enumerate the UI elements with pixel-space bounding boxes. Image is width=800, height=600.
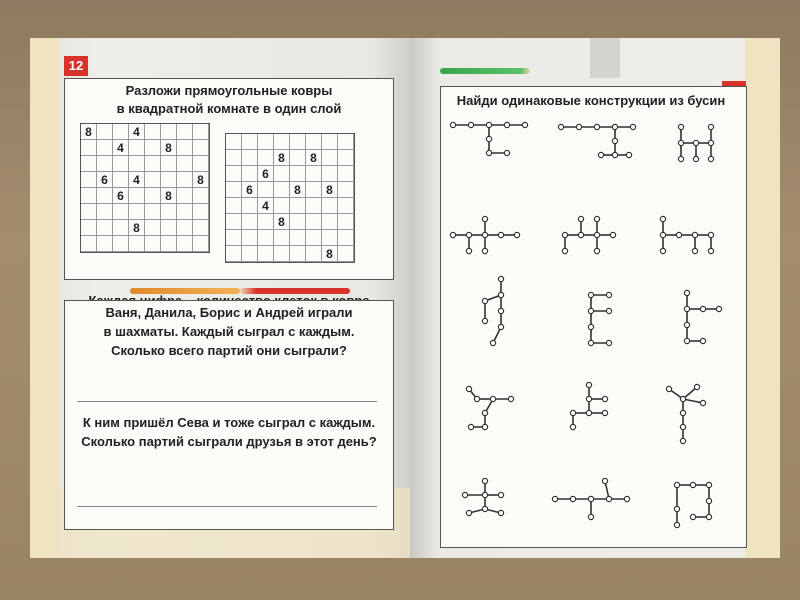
carpet-size-number[interactable]: 4 [113,140,129,156]
bead [514,232,519,237]
grid-cell[interactable] [242,214,258,230]
bead [552,496,557,501]
bead [606,496,611,501]
bead [716,306,721,311]
grid-cell[interactable] [161,124,177,140]
grid-cell[interactable] [338,182,354,198]
grid-cell[interactable] [338,134,354,150]
bead [482,248,487,253]
bead [693,140,698,145]
bead [588,292,593,297]
grid-cell[interactable] [97,188,113,204]
carpet-size-number[interactable]: 4 [258,198,274,214]
bead [468,424,473,429]
answer-line-1[interactable] [77,401,377,402]
bead [708,232,713,237]
grid-cell[interactable] [81,236,97,252]
bead [606,292,611,297]
grid-cell[interactable] [113,172,129,188]
carpet-size-number[interactable]: 6 [113,188,129,204]
grid-cell[interactable] [322,150,338,166]
bead [684,338,689,343]
grid-cell[interactable] [258,246,274,262]
grid-cell[interactable] [81,172,97,188]
grid-cell[interactable] [290,214,306,230]
grid-cell[interactable] [338,166,354,182]
bead [586,410,591,415]
grid-cell[interactable] [81,204,97,220]
grid-cell[interactable] [177,236,193,252]
bead [482,424,487,429]
bead [498,292,503,297]
bead [462,492,467,497]
carpet-size-number[interactable]: 8 [274,214,290,230]
grid-cell[interactable] [177,220,193,236]
grid-cell[interactable] [242,230,258,246]
bead [466,510,471,515]
bead [708,248,713,253]
grid-cell[interactable] [226,198,242,214]
bead [692,232,697,237]
grid-cell[interactable] [177,140,193,156]
bead [578,216,583,221]
bead [610,232,615,237]
bead [706,514,711,519]
grid-cell[interactable] [193,124,209,140]
carpet-size-number[interactable]: 8 [322,246,338,262]
grid-cell[interactable] [145,140,161,156]
bead [588,340,593,345]
bead [708,140,713,145]
carpet-size-number[interactable]: 8 [306,150,322,166]
grid-cell[interactable] [258,230,274,246]
grid-cell[interactable] [338,246,354,262]
bead [700,338,705,343]
grid-cell[interactable] [81,140,97,156]
grid-cell[interactable] [97,204,113,220]
carpet-task-title-2: в квадратной комнате в один слой [116,101,342,116]
grid-cell[interactable] [113,236,129,252]
bead [684,306,689,311]
grid-cell[interactable] [322,230,338,246]
bead [612,138,617,143]
grid-cell[interactable] [113,156,129,172]
bead [684,290,689,295]
bead [680,396,685,401]
grid-cell[interactable] [81,156,97,172]
grid-cell[interactable] [242,150,258,166]
grid-cell[interactable] [193,156,209,172]
grid-cell[interactable] [161,156,177,172]
grid-cell[interactable] [306,214,322,230]
bead [680,410,685,415]
grid-cell[interactable] [226,230,242,246]
bead [486,122,491,127]
bead [486,136,491,141]
grid-cell[interactable] [290,150,306,166]
bead [674,522,679,527]
grid-cell[interactable] [129,188,145,204]
bead [594,232,599,237]
bead [626,152,631,157]
grid-cell[interactable] [226,182,242,198]
grid-cell[interactable] [306,166,322,182]
carpet-size-number[interactable]: 8 [129,220,145,236]
grid-cell[interactable] [145,220,161,236]
carpet-size-number[interactable]: 8 [274,150,290,166]
bead [482,298,487,303]
grid-cell[interactable] [258,182,274,198]
bead [586,396,591,401]
grid-cell[interactable] [242,166,258,182]
grid-cell[interactable] [338,230,354,246]
chess-question-line-2: в шахматы. Каждый сыграл с каждым. [103,324,355,339]
chess-question-line-1: Ваня, Данила, Борис и Андрей играли [105,305,353,320]
grid-cell[interactable] [258,134,274,150]
bead [466,386,471,391]
bead [630,124,635,129]
bead [678,156,683,161]
right-margin-strip [745,38,780,558]
bead [612,124,617,129]
grid-cell[interactable] [322,214,338,230]
grid-cell[interactable] [322,166,338,182]
bead [466,248,471,253]
chess-followup-line-1: К ним пришёл Сева и тоже сыграл с каждым. [82,415,376,430]
bead [498,324,503,329]
bead [708,156,713,161]
grid-cell[interactable] [306,246,322,262]
bead [450,122,455,127]
bead [588,324,593,329]
grid-cell[interactable] [81,188,97,204]
grid-cell[interactable] [226,150,242,166]
bead [660,216,665,221]
chess-followup-line-2: Сколько партий сыграли друзья в этот день? [81,434,377,449]
bead [678,124,683,129]
carpet-size-number[interactable]: 8 [193,172,209,188]
bead [594,124,599,129]
bead [588,308,593,313]
grid-cell[interactable] [97,124,113,140]
bead [498,276,503,281]
grid-cell[interactable] [274,246,290,262]
carpet-grid-2 [225,133,355,263]
bead [700,306,705,311]
grid-cell[interactable] [177,156,193,172]
left-page [30,38,410,558]
bead [606,340,611,345]
grid-cell[interactable] [274,166,290,182]
bead [498,308,503,313]
carpet-size-number[interactable]: 4 [129,172,145,188]
grid-cell[interactable] [177,188,193,204]
carpet-size-number[interactable]: 8 [290,182,306,198]
bead [594,216,599,221]
right-page [410,38,780,558]
grid-cell[interactable] [306,134,322,150]
bead [684,322,689,327]
grid-cell[interactable] [258,214,274,230]
bead [678,140,683,145]
grid-cell[interactable] [322,198,338,214]
red-pencil-divider [240,288,350,294]
bead [602,410,607,415]
grid-cell[interactable] [161,220,177,236]
grid-cell[interactable] [193,204,209,220]
carpet-size-number[interactable]: 6 [242,182,258,198]
grid-cell[interactable] [306,182,322,198]
grid-cell[interactable] [226,166,242,182]
bead-task-title: Найди одинаковые конструкции из бусин [456,93,726,108]
grid-cell[interactable] [338,198,354,214]
grid-cell[interactable] [274,230,290,246]
grid-cell[interactable] [97,236,113,252]
grid-cell[interactable] [145,204,161,220]
grid-cell[interactable] [161,236,177,252]
bead [450,232,455,237]
grid-cell[interactable] [145,236,161,252]
bead [680,438,685,443]
bead [498,510,503,515]
grid-cell[interactable] [113,220,129,236]
bead [482,492,487,497]
grid-cell[interactable] [306,198,322,214]
grid-cell[interactable] [258,150,274,166]
grid-cell[interactable] [274,198,290,214]
grid-cell[interactable] [290,166,306,182]
bead [660,248,665,253]
bead [624,496,629,501]
bead [578,232,583,237]
bead [594,248,599,253]
grid-cell[interactable] [113,124,129,140]
grid-cell[interactable] [97,220,113,236]
grid-cell[interactable] [226,214,242,230]
bead [680,424,685,429]
grid-cell[interactable] [322,134,338,150]
grid-cell[interactable] [242,246,258,262]
grid-cell[interactable] [193,220,209,236]
carpet-size-number[interactable]: 8 [81,124,97,140]
bead [674,482,679,487]
bead [482,318,487,323]
bead [482,506,487,511]
bead [708,124,713,129]
bead [700,400,705,405]
chess-task-box [64,300,394,530]
carpet-task-title-1: Разложи прямоугольные ковры [125,83,333,98]
bead [690,514,695,519]
page-number-left: 12 [64,56,88,76]
grid-cell[interactable] [290,230,306,246]
bead [602,478,607,483]
bead [498,492,503,497]
bead [482,232,487,237]
bead [612,152,617,157]
orange-pencil-divider [130,288,240,294]
carpet-size-number[interactable]: 6 [97,172,113,188]
bead [660,232,665,237]
grid-cell[interactable] [290,198,306,214]
bead [474,396,479,401]
grid-cell[interactable] [129,236,145,252]
carpet-size-number[interactable]: 8 [161,140,177,156]
grid-cell[interactable] [145,172,161,188]
carpet-size-number[interactable]: 6 [258,166,274,182]
bead [602,396,607,401]
grid-cell[interactable] [274,134,290,150]
left-margin-strip [30,38,60,558]
bead [693,156,698,161]
grid-cell[interactable] [177,172,193,188]
bead [598,152,603,157]
grid-cell[interactable] [193,236,209,252]
grid-cell[interactable] [177,204,193,220]
green-pencil [440,68,530,74]
grid-cell[interactable] [129,204,145,220]
answer-line-2[interactable] [77,506,377,507]
grid-cell[interactable] [306,230,322,246]
bead [570,496,575,501]
carpet-grid-1 [80,123,210,253]
bead [490,396,495,401]
bead [570,410,575,415]
grid-cell[interactable] [193,188,209,204]
bead [522,122,527,127]
grid-cell[interactable] [226,134,242,150]
bead [606,308,611,313]
grid-cell[interactable] [129,140,145,156]
bead [586,382,591,387]
carpet-size-number[interactable]: 8 [161,188,177,204]
grid-cell[interactable] [145,156,161,172]
bead [588,514,593,519]
bead [694,384,699,389]
grid-cell[interactable] [242,198,258,214]
grid-cell[interactable] [145,188,161,204]
bead [570,424,575,429]
open-workbook [30,38,780,558]
top-gray-block [590,38,620,78]
grid-cell[interactable] [274,182,290,198]
bead [466,232,471,237]
grid-cell[interactable] [177,124,193,140]
bead-constructions [441,87,746,547]
grid-cell[interactable] [193,140,209,156]
grid-cell[interactable] [338,214,354,230]
bead [692,248,697,253]
grid-cell[interactable] [226,246,242,262]
grid-cell[interactable] [145,124,161,140]
bead [690,482,695,487]
bead [558,124,563,129]
bead [468,122,473,127]
bead [562,232,567,237]
bead [666,386,671,391]
bead [486,150,491,155]
grid-cell[interactable] [97,156,113,172]
grid-cell[interactable] [97,140,113,156]
bead [482,478,487,483]
chess-question-line-3: Сколько всего партий они сыграли? [111,343,347,358]
bead [576,124,581,129]
carpet-size-number[interactable]: 4 [129,124,145,140]
grid-cell[interactable] [338,150,354,166]
bead [490,340,495,345]
bead-task-box [440,86,747,548]
bead [482,216,487,221]
carpet-size-number[interactable]: 8 [322,182,338,198]
grid-cell[interactable] [290,246,306,262]
bead [588,496,593,501]
bead [504,122,509,127]
carpet-task-box [64,78,394,280]
bead [498,232,503,237]
bead [706,482,711,487]
grid-cell[interactable] [290,134,306,150]
grid-cell[interactable] [81,220,97,236]
bead [706,498,711,503]
bead [562,248,567,253]
bead [674,506,679,511]
grid-cell[interactable] [242,134,258,150]
grid-cell[interactable] [161,204,177,220]
grid-cell[interactable] [113,204,129,220]
bead [504,150,509,155]
bead [482,410,487,415]
bead [508,396,513,401]
bead [676,232,681,237]
grid-cell[interactable] [161,172,177,188]
grid-cell[interactable] [129,156,145,172]
